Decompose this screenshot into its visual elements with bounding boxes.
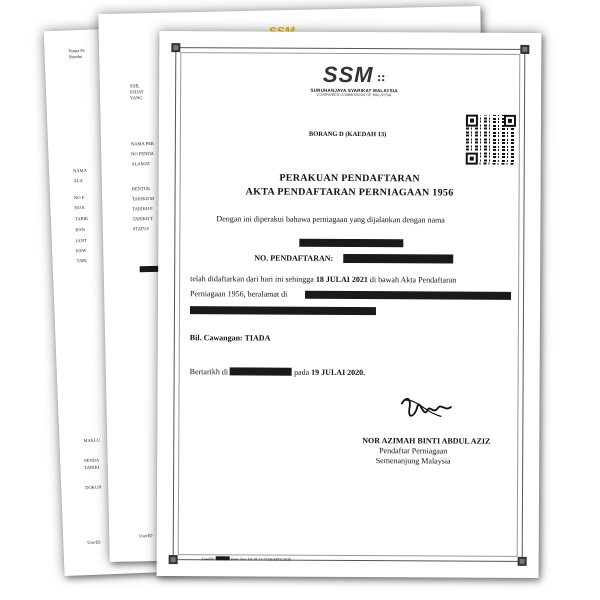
back-line: Nama Pe xyxy=(68,47,85,54)
redacted-registration-number xyxy=(343,254,453,264)
back-line: TARIK xyxy=(74,215,89,222)
back-line: NAMA xyxy=(72,167,87,174)
redacted-address-line-1 xyxy=(305,291,511,300)
back-line: PENDA xyxy=(84,457,100,464)
corner-ornament xyxy=(518,557,527,566)
registration-statement: telah didaftarkan dari hari ini sehingga 18 JULAI 2021 di bawah Akta Pendaftaran xyxy=(190,274,457,285)
back-line: KIDAF xyxy=(129,89,144,95)
signatory-region: Semenanjung Malaysia xyxy=(375,456,451,466)
back-line: NO PENDA xyxy=(131,150,154,157)
back-line: KEW xyxy=(76,247,87,254)
qr-code-icon xyxy=(466,115,516,165)
signatory-name: NOR AZIMAH BINTI ABDUL AZIZ xyxy=(362,436,491,446)
back-line: TARIKH T xyxy=(132,215,154,222)
registration-number-label: NO. PENDAFTARAN: xyxy=(254,253,334,263)
back-line: ALA xyxy=(73,177,83,184)
back-line: MAKLU xyxy=(83,437,101,444)
back-line: TARIKI xyxy=(84,464,100,471)
redacted-userid xyxy=(216,556,230,560)
logo-dots-icon xyxy=(378,74,386,82)
back-line: NO E xyxy=(73,194,85,201)
back-line: BAN xyxy=(75,226,85,233)
back-line: TARIKH M xyxy=(132,195,154,202)
certificate-sheet xyxy=(157,31,542,578)
back-line: SIJIL xyxy=(129,83,140,89)
act-statement: Perniagaan 1956, beralamat di xyxy=(190,289,288,299)
back-line: UserID xyxy=(139,533,153,539)
back-line: TARI xyxy=(76,257,87,264)
back-line: YANG xyxy=(130,95,143,101)
redacted-address-line-2 xyxy=(190,306,376,315)
logo-line-1: SURUHANJAYA SYARIKAT MALAYSIA xyxy=(310,87,398,94)
back-line: STATUS xyxy=(132,226,150,232)
redacted-place xyxy=(230,367,292,375)
certificate-subtitle: AKTA PENDAFTARAN PERNIAGAAN 1956 xyxy=(245,186,454,199)
back-line: NAMA PER xyxy=(130,140,154,147)
back-line: DOKUN xyxy=(85,484,102,491)
footer-userid: UserID: Date: Sun Jul 19 21:27:09 MYT 2020 xyxy=(201,556,292,562)
ssm-logo xyxy=(299,62,409,109)
logo-mark: SSM xyxy=(322,61,374,88)
certificate-title: PERAKUAN PENDAFTARAN xyxy=(279,172,420,185)
back-line: UserID xyxy=(87,539,101,546)
form-label: BORANG D (KAEDAH 13) xyxy=(308,130,387,139)
signatory-title: Pendaftar Perniagaan xyxy=(379,446,448,456)
back-line: NO E xyxy=(74,204,85,211)
branches-label: Bil. Cawangan: TIADA xyxy=(189,333,271,343)
back-line: TARIKH P xyxy=(132,205,153,212)
back-line: Nombo xyxy=(68,53,83,60)
back-line: JANT xyxy=(75,237,87,244)
logo-line-2: COMPANIES COMMISSION OF MALAYSIA xyxy=(316,92,392,98)
back-line: BENTUK xyxy=(131,186,151,192)
dated-statement: Bertarikh di pada 19 JULAI 2020. xyxy=(189,367,366,378)
corner-ornament xyxy=(171,43,180,52)
corner-ornament xyxy=(169,555,178,564)
back-line: ALAMAT xyxy=(131,161,151,167)
signature-image xyxy=(395,394,455,424)
intro-text: Dengan ini diperakui bahawa perniagaan yang dijalankan dengan nama xyxy=(216,214,445,225)
corner-ornament xyxy=(520,45,529,54)
redacted-business-name xyxy=(299,239,403,248)
